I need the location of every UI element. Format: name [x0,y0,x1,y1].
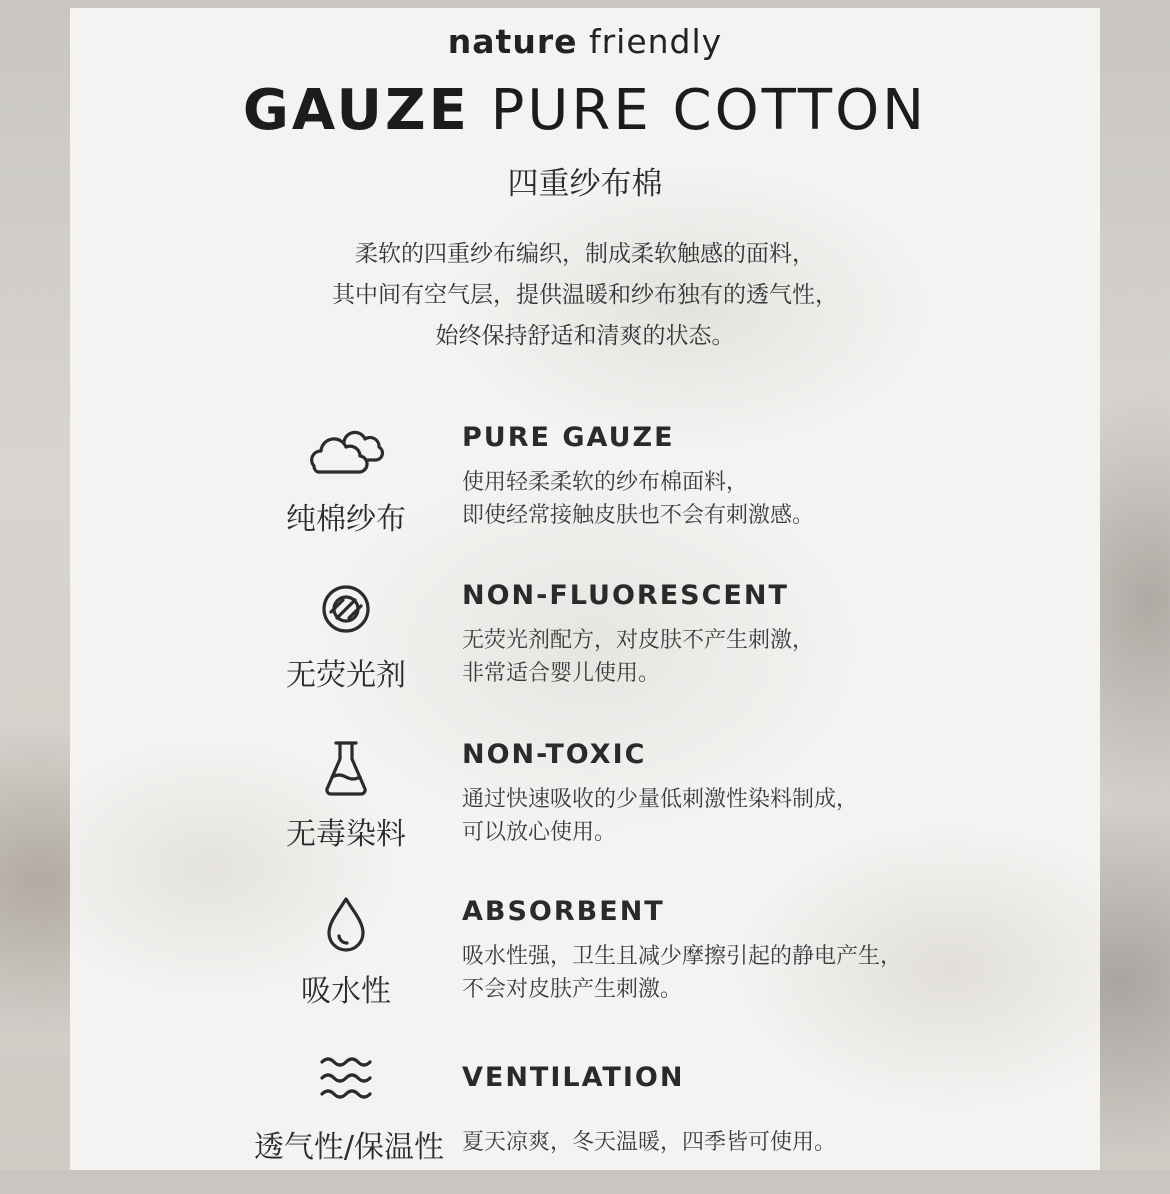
feature-desc-line: 不会对皮肤产生刺激。 [462,977,683,1002]
feature-desc [462,1126,836,1159]
tagline-rest: friendly [577,22,723,61]
feature-label: 透气性/保温性 [253,1130,445,1165]
content-panel [70,8,1100,1170]
feature-title: ABSORBENT [462,896,665,927]
feature-desc-line: 吸水性强，卫生且减少摩擦引起的静电产生， [462,944,903,969]
feature-desc-line: 即使经常接触皮肤也不会有刺激感。 [462,503,815,528]
feature-label: 无荧光剂 [286,658,406,693]
feature-desc-line: 无荧光剂配方，对皮肤不产生刺激， [462,628,815,653]
feature-desc [462,624,814,690]
feature-desc-line: 可以放心使用。 [462,820,617,845]
tagline [70,22,1100,61]
no-fluorescent-icon [306,578,386,640]
waves-icon [306,1048,386,1110]
feature-non-toxic [70,735,1100,885]
page-title-rest: PURE COTTON [469,78,928,143]
feature-title: PURE GAUZE [462,422,675,453]
intro-text [70,234,1100,357]
feature-desc-line: 通过快速吸收的少量低刺激性染料制成， [462,787,859,812]
intro-line: 其中间有空气层，提供温暖和纱布独有的透气性， [332,282,838,308]
water-drop-icon [306,894,386,956]
page-title-bold: GAUZE [242,78,470,143]
feature-desc-line: 使用轻柔柔软的纱布棉面料， [462,470,749,495]
feature-title: NON-FLUORESCENT [462,580,789,611]
feature-absorbent [70,892,1100,1042]
intro-line: 始终保持舒适和清爽的状态。 [435,323,735,349]
tagline-bold: nature [447,22,578,61]
feature-desc [462,783,858,849]
intro-line: 柔软的四重纱布编织，制成柔软触感的面料， [355,241,815,267]
feature-ventilation [70,1044,1100,1194]
feature-label: 吸水性 [301,974,391,1009]
feature-pure-gauze [70,418,1100,568]
feature-desc [462,940,902,1006]
feature-title: VENTILATION [462,1062,685,1093]
flask-icon [306,737,386,799]
feature-title: NON-TOXIC [462,739,647,770]
feature-non-fluorescent [70,576,1100,726]
cloud-icon [306,422,386,484]
feature-desc-line: 夏天凉爽，冬天温暖，四季皆可使用。 [462,1130,837,1155]
page-title [70,78,1100,143]
feature-desc [462,466,814,532]
feature-label: 纯棉纱布 [286,502,406,537]
feature-label: 无毒染料 [286,817,406,852]
feature-desc-line: 非常适合婴儿使用。 [462,661,661,686]
page-subtitle: 四重纱布棉 [507,166,663,202]
